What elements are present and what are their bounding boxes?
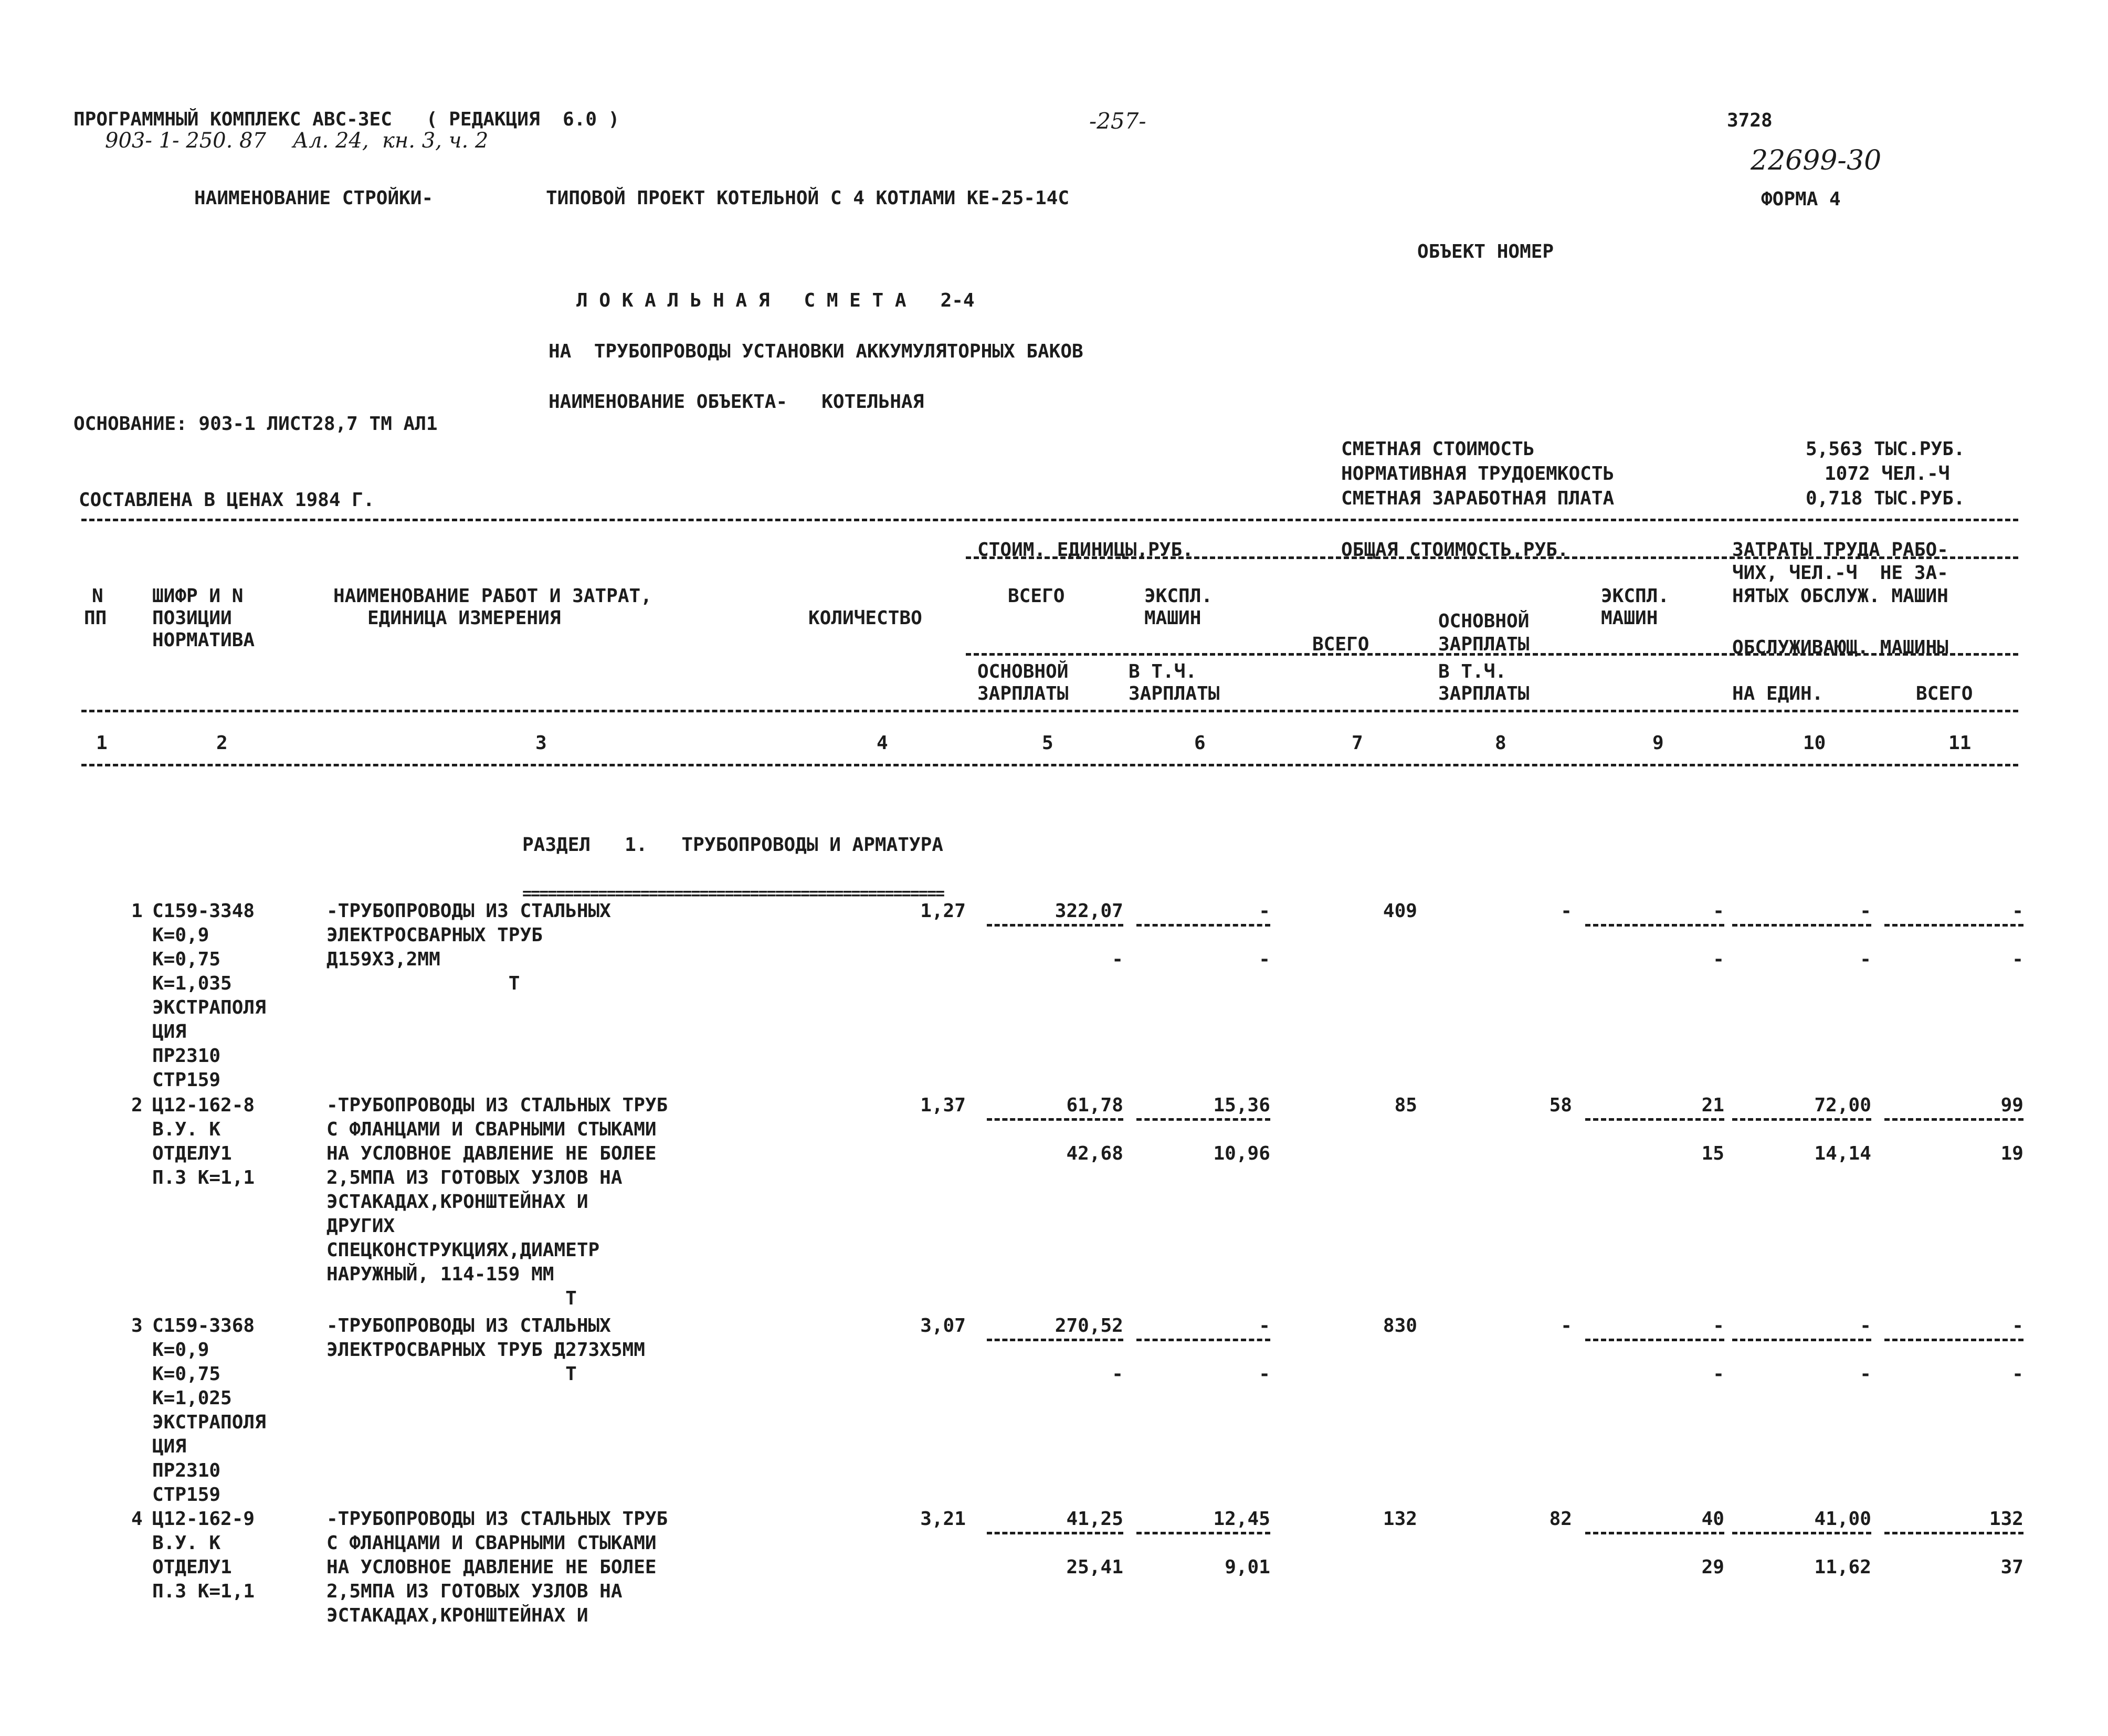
item-labor-service-unit: 14,14 bbox=[1814, 1143, 1871, 1164]
cell-separator bbox=[987, 924, 1123, 927]
cell-separator bbox=[1732, 1532, 1871, 1534]
colnum-1: 1 bbox=[96, 732, 108, 754]
cell-separator bbox=[1732, 924, 1871, 927]
item-labor-service-total: - bbox=[2012, 949, 2023, 970]
basis-line: ОСНОВАНИЕ: 903-1 ЛИСТ28,7 ТМ АЛ1 bbox=[73, 413, 438, 435]
item-unit-machines: - bbox=[1259, 1315, 1270, 1337]
hdr-c10: НА ЕДИН. bbox=[1732, 683, 1824, 704]
item-name-line: НА УСЛОВНОЕ ДАВЛЕНИЕ НЕ БОЛЕЕ bbox=[326, 1143, 657, 1164]
item-unit-total: 61,78 bbox=[1066, 1095, 1123, 1116]
item-name-line: 2,5МПА ИЗ ГОТОВЫХ УЗЛОВ НА bbox=[326, 1167, 623, 1188]
cell-separator bbox=[1732, 1339, 1871, 1341]
hdr-c9a-1: ЭКСПЛ. bbox=[1601, 585, 1670, 607]
colnum-4: 4 bbox=[877, 732, 888, 754]
item-code-line: ЦИЯ bbox=[152, 1021, 187, 1043]
item-labor-service-unit: - bbox=[1860, 949, 1871, 970]
hdr-c6a-1: ЭКСПЛ. bbox=[1144, 585, 1213, 607]
item-total-wages: - bbox=[1561, 900, 1572, 922]
item-number: 4 bbox=[131, 1508, 143, 1530]
item-unit-machines: 15,36 bbox=[1213, 1095, 1270, 1116]
item-code-line: С159-3348 bbox=[152, 900, 255, 922]
item-name-line: СПЕЦКОНСТРУКЦИЯХ,ДИАМЕТР bbox=[326, 1239, 600, 1261]
page-number: -257- bbox=[1089, 108, 1146, 134]
item-total: 85 bbox=[1394, 1095, 1417, 1116]
item-code-line: ПР2310 bbox=[152, 1460, 221, 1481]
header-rule-top bbox=[81, 519, 2018, 521]
item-quantity: 1,37 bbox=[920, 1095, 966, 1116]
item-machine-wages: - bbox=[1713, 949, 1724, 970]
item-unit-machines: 12,45 bbox=[1213, 1508, 1270, 1530]
item-labor-service-unit: 11,62 bbox=[1814, 1556, 1871, 1578]
item-quantity: 3,07 bbox=[920, 1315, 966, 1337]
hdr-unit-cost: СТОИМ. ЕДИНИЦЫ,РУБ. bbox=[977, 539, 1194, 561]
cell-separator bbox=[1884, 1118, 2023, 1121]
item-quantity: 3,21 bbox=[920, 1508, 966, 1530]
estimate-title: Л О К А Л Ь Н А Я С М Е Т А 2-4 bbox=[576, 290, 975, 311]
item-name-line: С ФЛАНЦАМИ И СВАРНЫМИ СТЫКАМИ bbox=[326, 1119, 657, 1140]
item-total-machines: 21 bbox=[1701, 1095, 1724, 1116]
summary-label-labor: НОРМАТИВНАЯ ТРУДОЕМКОСТЬ bbox=[1341, 463, 1615, 485]
colnum-7: 7 bbox=[1352, 732, 1363, 754]
item-unit-wages: 25,41 bbox=[1066, 1556, 1123, 1578]
item-code-line: К=0,75 bbox=[152, 1363, 221, 1385]
object-number: ОБЪЕКТ НОМЕР bbox=[1417, 241, 1554, 262]
item-code-line: ОТДЕЛУ1 bbox=[152, 1143, 232, 1164]
hdr-c8-1: ОСНОВНОЙ bbox=[1438, 611, 1530, 632]
item-name-line: Т bbox=[326, 1363, 577, 1385]
hdr-c5a: ВСЕГО bbox=[1008, 585, 1065, 607]
item-code-line: П.3 К=1,1 bbox=[152, 1581, 255, 1602]
hdr-c9b-1: В Т.Ч. bbox=[1438, 661, 1507, 682]
item-name-line: Д159Х3,2ММ bbox=[326, 949, 440, 970]
hdr-n: N bbox=[92, 585, 103, 607]
item-unit-machine-wages: - bbox=[1259, 949, 1270, 970]
item-code-line: К=1,025 bbox=[152, 1387, 232, 1409]
item-total-wages: - bbox=[1561, 1315, 1572, 1337]
hdr-c5b-2: ЗАРПЛАТЫ bbox=[977, 683, 1069, 704]
item-code-line: ПР2310 bbox=[152, 1045, 221, 1067]
item-machine-wages: 15 bbox=[1701, 1143, 1724, 1164]
cell-separator bbox=[1136, 1532, 1270, 1534]
item-code-line: К=1,035 bbox=[152, 973, 232, 994]
section-underline: ================================================== bbox=[522, 885, 944, 903]
item-machine-wages: 29 bbox=[1701, 1556, 1724, 1578]
hdr-c9b-2: ЗАРПЛАТЫ bbox=[1438, 683, 1530, 704]
construction-label: НАИМЕНОВАНИЕ СТРОЙКИ- bbox=[194, 187, 434, 209]
form-label: ФОРМА 4 bbox=[1761, 188, 1841, 210]
cell-separator bbox=[1136, 1118, 1270, 1121]
hdr-labor-service: ОБСЛУЖИВАЮЩ. МАШИНЫ bbox=[1732, 637, 1948, 658]
header-rule-mid bbox=[966, 653, 2018, 656]
hdr-c8-2: ЗАРПЛАТЫ bbox=[1438, 634, 1530, 655]
colnum-6: 6 bbox=[1194, 732, 1206, 754]
item-code-line: ЭКСТРАПОЛЯ bbox=[152, 997, 266, 1018]
colnum-3: 3 bbox=[535, 732, 547, 754]
hdr-labor-2: ЧИХ, ЧЕЛ.-Ч НЕ ЗА- bbox=[1732, 562, 1948, 584]
cell-separator bbox=[1585, 1532, 1724, 1534]
cell-separator bbox=[1884, 924, 2023, 927]
hdr-code-2: ПОЗИЦИИ bbox=[152, 607, 232, 629]
hdr-name-1: НАИМЕНОВАНИЕ РАБОТ И ЗАТРАТ, bbox=[333, 585, 652, 607]
section-title: РАЗДЕЛ 1. ТРУБОПРОВОДЫ И АРМАТУРА bbox=[522, 834, 943, 856]
item-labor-total: - bbox=[2012, 900, 2023, 922]
item-number: 3 bbox=[131, 1315, 143, 1337]
cell-separator bbox=[987, 1532, 1123, 1534]
item-unit-machine-wages: 9,01 bbox=[1225, 1556, 1270, 1578]
item-total: 409 bbox=[1383, 900, 1417, 922]
item-quantity: 1,27 bbox=[920, 900, 966, 922]
item-name-line: Т bbox=[326, 1288, 577, 1309]
cell-separator bbox=[987, 1339, 1123, 1341]
hdr-code-1: ШИФР И N bbox=[152, 585, 244, 607]
item-total-machines: - bbox=[1713, 1315, 1724, 1337]
item-labor-unit: - bbox=[1860, 1315, 1871, 1337]
colnum-8: 8 bbox=[1495, 732, 1506, 754]
item-name-line: НАРУЖНЫЙ, 114-159 ММ bbox=[326, 1264, 554, 1285]
item-code-line: ЭКСТРАПОЛЯ bbox=[152, 1412, 266, 1433]
item-unit-machines: - bbox=[1259, 900, 1270, 922]
colnum-9: 9 bbox=[1652, 732, 1664, 754]
colnum-2: 2 bbox=[216, 732, 228, 754]
item-unit-wages: - bbox=[1112, 1363, 1123, 1385]
cell-separator bbox=[1884, 1339, 2023, 1341]
item-labor-total: 99 bbox=[2000, 1095, 2023, 1116]
object-name: НАИМЕНОВАНИЕ ОБЪЕКТА- КОТЕЛЬНАЯ bbox=[549, 391, 924, 413]
item-labor-unit: 72,00 bbox=[1814, 1095, 1871, 1116]
prices-year: СОСТАВЛЕНА В ЦЕНАХ 1984 Г. bbox=[79, 489, 375, 511]
item-name-line: ЭЛЕКТРОСВАРНЫХ ТРУБ Д273Х5ММ bbox=[326, 1339, 645, 1361]
hdr-c7: ВСЕГО bbox=[1312, 634, 1369, 655]
item-labor-unit: - bbox=[1860, 900, 1871, 922]
item-name-line: ДРУГИХ bbox=[326, 1215, 395, 1237]
summary-value-wage: 0,718 ТЫС.РУБ. bbox=[1806, 488, 1965, 509]
item-name-line: -ТРУБОПРОВОДЫ ИЗ СТАЛЬНЫХ ТРУБ bbox=[326, 1508, 668, 1530]
item-total: 830 bbox=[1383, 1315, 1417, 1337]
item-code-line: К=0,9 bbox=[152, 1339, 209, 1361]
item-name-line: 2,5МПА ИЗ ГОТОВЫХ УЗЛОВ НА bbox=[326, 1581, 623, 1602]
document-code: 3728 bbox=[1727, 110, 1773, 131]
item-labor-total: - bbox=[2012, 1315, 2023, 1337]
hdr-c6b-1: В Т.Ч. bbox=[1129, 661, 1197, 682]
item-name-line: ЭСТАКАДАХ,КРОНШТЕЙНАХ И bbox=[326, 1191, 588, 1213]
item-code-line: К=0,9 bbox=[152, 924, 209, 946]
item-code-line: Ц12-162-8 bbox=[152, 1095, 255, 1116]
item-unit-machine-wages: 10,96 bbox=[1213, 1143, 1270, 1164]
construction-name: ТИПОВОЙ ПРОЕКТ КОТЕЛЬНОЙ С 4 КОТЛАМИ КЕ-25-14С bbox=[546, 187, 1069, 209]
item-code-line: В.У. К bbox=[152, 1119, 221, 1140]
item-code-line: Ц12-162-9 bbox=[152, 1508, 255, 1530]
item-name-line: -ТРУБОПРОВОДЫ ИЗ СТАЛЬНЫХ bbox=[326, 1315, 611, 1337]
colnum-10: 10 bbox=[1803, 732, 1826, 754]
hdr-c9a-2: МАШИН bbox=[1601, 607, 1658, 629]
item-code-line: К=0,75 bbox=[152, 949, 221, 970]
header-rule-bottom bbox=[81, 710, 2018, 712]
item-total-wages: 82 bbox=[1549, 1508, 1572, 1530]
item-unit-total: 41,25 bbox=[1066, 1508, 1123, 1530]
cell-separator bbox=[1136, 924, 1270, 927]
summary-value-cost: 5,563 ТЫС.РУБ. bbox=[1806, 438, 1965, 460]
handwritten-reference: 903- 1- 250. 87 Ал. 24, кн. 3, ч. 2 bbox=[105, 129, 489, 153]
item-number: 2 bbox=[131, 1095, 143, 1116]
hdr-quantity: КОЛИЧЕСТВО bbox=[808, 607, 922, 629]
cell-separator bbox=[1585, 924, 1724, 927]
item-total-wages: 58 bbox=[1549, 1095, 1572, 1116]
item-total-machines: - bbox=[1713, 900, 1724, 922]
item-unit-wages: - bbox=[1112, 949, 1123, 970]
hdr-name-2: ЕДИНИЦА ИЗМЕРЕНИЯ bbox=[367, 607, 561, 629]
item-unit-wages: 42,68 bbox=[1066, 1143, 1123, 1164]
hdr-labor-3: НЯТЫХ ОБСЛУЖ. МАШИН bbox=[1732, 585, 1948, 607]
header-rule-units bbox=[966, 556, 2018, 559]
colnum-11: 11 bbox=[1948, 732, 1972, 754]
item-labor-service-unit: - bbox=[1860, 1363, 1871, 1385]
estimate-subject: НА ТРУБОПРОВОДЫ УСТАНОВКИ АККУМУЛЯТОРНЫХ БАКОВ bbox=[549, 341, 1083, 362]
item-number: 1 bbox=[131, 900, 143, 922]
summary-label-cost: СМЕТНАЯ СТОИМОСТЬ bbox=[1341, 438, 1535, 460]
item-unit-total: 322,07 bbox=[1055, 900, 1123, 922]
cell-separator bbox=[1585, 1339, 1724, 1341]
item-unit-machine-wages: - bbox=[1259, 1363, 1270, 1385]
item-code-line: В.У. К bbox=[152, 1532, 221, 1554]
cell-separator bbox=[1884, 1532, 2023, 1534]
item-name-line: НА УСЛОВНОЕ ДАВЛЕНИЕ НЕ БОЛЕЕ bbox=[326, 1556, 657, 1578]
hdr-c6a-2: МАШИН bbox=[1144, 607, 1201, 629]
hdr-total-cost: ОБЩАЯ СТОИМОСТЬ,РУБ. bbox=[1341, 539, 1569, 561]
colnum-5: 5 bbox=[1042, 732, 1053, 754]
item-code-line: СТР159 bbox=[152, 1069, 221, 1091]
item-labor-service-total: 37 bbox=[2000, 1556, 2023, 1578]
item-labor-total: 132 bbox=[1989, 1508, 2023, 1530]
cell-separator bbox=[1136, 1339, 1270, 1341]
item-name-line: ЭСТАКАДАХ,КРОНШТЕЙНАХ И bbox=[326, 1605, 588, 1626]
item-labor-unit: 41,00 bbox=[1814, 1508, 1871, 1530]
hdr-c5b-1: ОСНОВНОЙ bbox=[977, 661, 1069, 682]
item-name-line: ЭЛЕКТРОСВАРНЫХ ТРУБ bbox=[326, 924, 543, 946]
item-code-line: С159-3368 bbox=[152, 1315, 255, 1337]
header-rule-numbers bbox=[81, 764, 2018, 766]
item-name-line: С ФЛАНЦАМИ И СВАРНЫМИ СТЫКАМИ bbox=[326, 1532, 657, 1554]
program-line: ПРОГРАММНЫЙ КОМПЛЕКС АВС-ЗЕС ( РЕДАКЦИЯ 6.0 ) bbox=[73, 109, 620, 130]
cell-separator bbox=[1732, 1118, 1871, 1121]
item-code-line: ОТДЕЛУ1 bbox=[152, 1556, 232, 1578]
hdr-pp: ПП bbox=[84, 607, 107, 629]
summary-value-labor: 1072 ЧЕЛ.-Ч bbox=[1825, 463, 1950, 485]
hdr-labor-1: ЗАТРАТЫ ТРУДА РАБО- bbox=[1732, 539, 1948, 561]
hdr-c6b-2: ЗАРПЛАТЫ bbox=[1129, 683, 1220, 704]
item-machine-wages: - bbox=[1713, 1363, 1724, 1385]
item-code-line: П.3 К=1,1 bbox=[152, 1167, 255, 1188]
item-code-line: ЦИЯ bbox=[152, 1436, 187, 1457]
cell-separator bbox=[1585, 1118, 1724, 1121]
summary-label-wage: СМЕТНАЯ ЗАРАБОТНАЯ ПЛАТА bbox=[1341, 488, 1615, 509]
item-total-machines: 40 bbox=[1701, 1508, 1724, 1530]
cell-separator bbox=[987, 1118, 1123, 1121]
item-name-line: Т bbox=[326, 973, 520, 994]
item-code-line: СТР159 bbox=[152, 1484, 221, 1506]
item-unit-total: 270,52 bbox=[1055, 1315, 1123, 1337]
item-labor-service-total: 19 bbox=[2000, 1143, 2023, 1164]
hdr-c11: ВСЕГО bbox=[1916, 683, 1973, 704]
item-name-line: -ТРУБОПРОВОДЫ ИЗ СТАЛЬНЫХ ТРУБ bbox=[326, 1095, 668, 1116]
hdr-code-3: НОРМАТИВА bbox=[152, 629, 255, 651]
item-labor-service-total: - bbox=[2012, 1363, 2023, 1385]
item-total: 132 bbox=[1383, 1508, 1417, 1530]
document-number: 22699-30 bbox=[1751, 145, 1882, 176]
item-name-line: -ТРУБОПРОВОДЫ ИЗ СТАЛЬНЫХ bbox=[326, 900, 611, 922]
